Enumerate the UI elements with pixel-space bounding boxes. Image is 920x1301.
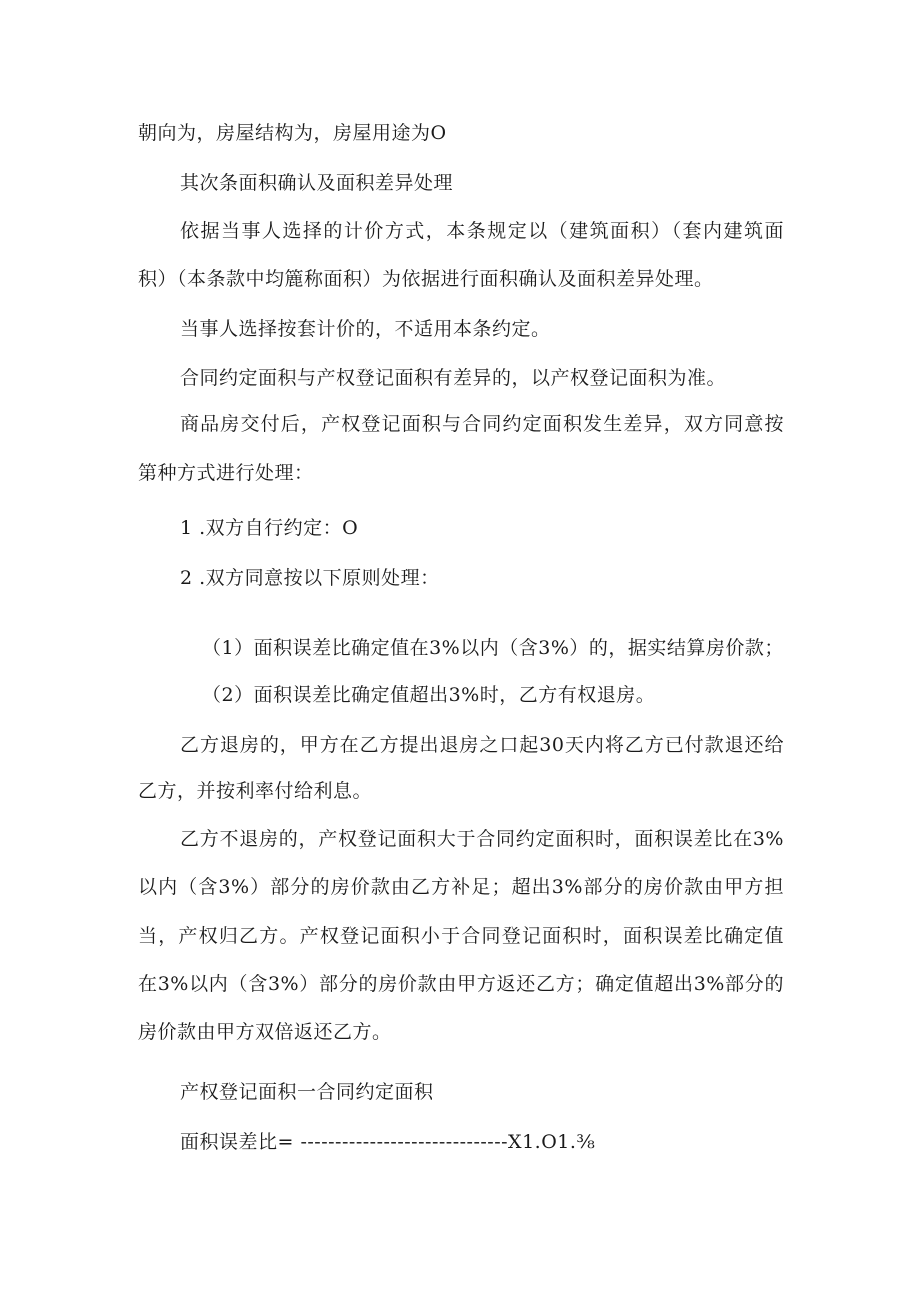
text-line-no-refund-1: 乙方不退房的，产权登记面积大于合同约定面积时，面积误差比在3% — [180, 828, 784, 850]
text-line-registration: 合同约定面积与产权登记面积有差异的，以产权登记面积为准。 — [180, 367, 727, 389]
sub-item-1: （1）面积误差比确定值在3%以内（含3%）的，据实结算房价款； — [202, 637, 784, 659]
text-line-orientation: 朝向为，房屋结构为，房屋用途为O — [138, 122, 447, 144]
text-line-per-unit: 当事人选择按套计价的，不适用本条约定。 — [180, 318, 551, 340]
text-line-no-refund-4: 在3%以内（含3%）部分的房价款由甲方返还乙方；确定值超出3%部分的 — [138, 973, 784, 995]
text-line-pricing-basis: 依据当事人选择的计价方式，本条规定以（建筑面积）（套内建筑面 — [180, 220, 784, 242]
list-item-2: 2 .双方同意按以下原则处理： — [180, 567, 440, 589]
formula-line: 面积误差比= ------------------------------X1.O1.⅜ — [180, 1131, 596, 1153]
sub-item-2: （2）面积误差比确定值超出3%时，乙方有权退房。 — [202, 684, 656, 706]
text-line-no-refund-2: 以内（含3%）部分的房价款由乙方补足；超出3%部分的房价款由甲方担 — [138, 876, 784, 898]
text-line-pricing-basis-cont: 积）（本条款中均簏称面积）为依据进行面积确认及面积差异处理。 — [138, 268, 714, 290]
text-line-no-refund-3: 当，产权归乙方。产权登记面积小于合同登记面积时，面积误差比确定值 — [138, 925, 784, 947]
section-heading: 其次条面积确认及面积差异处理 — [180, 172, 454, 194]
text-line-method: 第种方式进行处理： — [138, 462, 314, 484]
text-line-refund: 乙方退房的，甲方在乙方提出退房之口起30天内将乙方已付款退还给 — [180, 734, 784, 756]
text-line-no-refund-5: 房价款由甲方双倍返还乙方。 — [138, 1021, 392, 1043]
list-item-1: 1 .双方自行约定：O — [180, 517, 359, 539]
formula-numerator: 产权登记面积一合同约定面积 — [180, 1081, 434, 1103]
text-line-after-delivery: 商品房交付后，产权登记面积与合同约定面积发生差异，双方同意按 — [180, 413, 784, 435]
text-line-refund-cont: 乙方，并按利率付给利息。 — [138, 780, 373, 802]
